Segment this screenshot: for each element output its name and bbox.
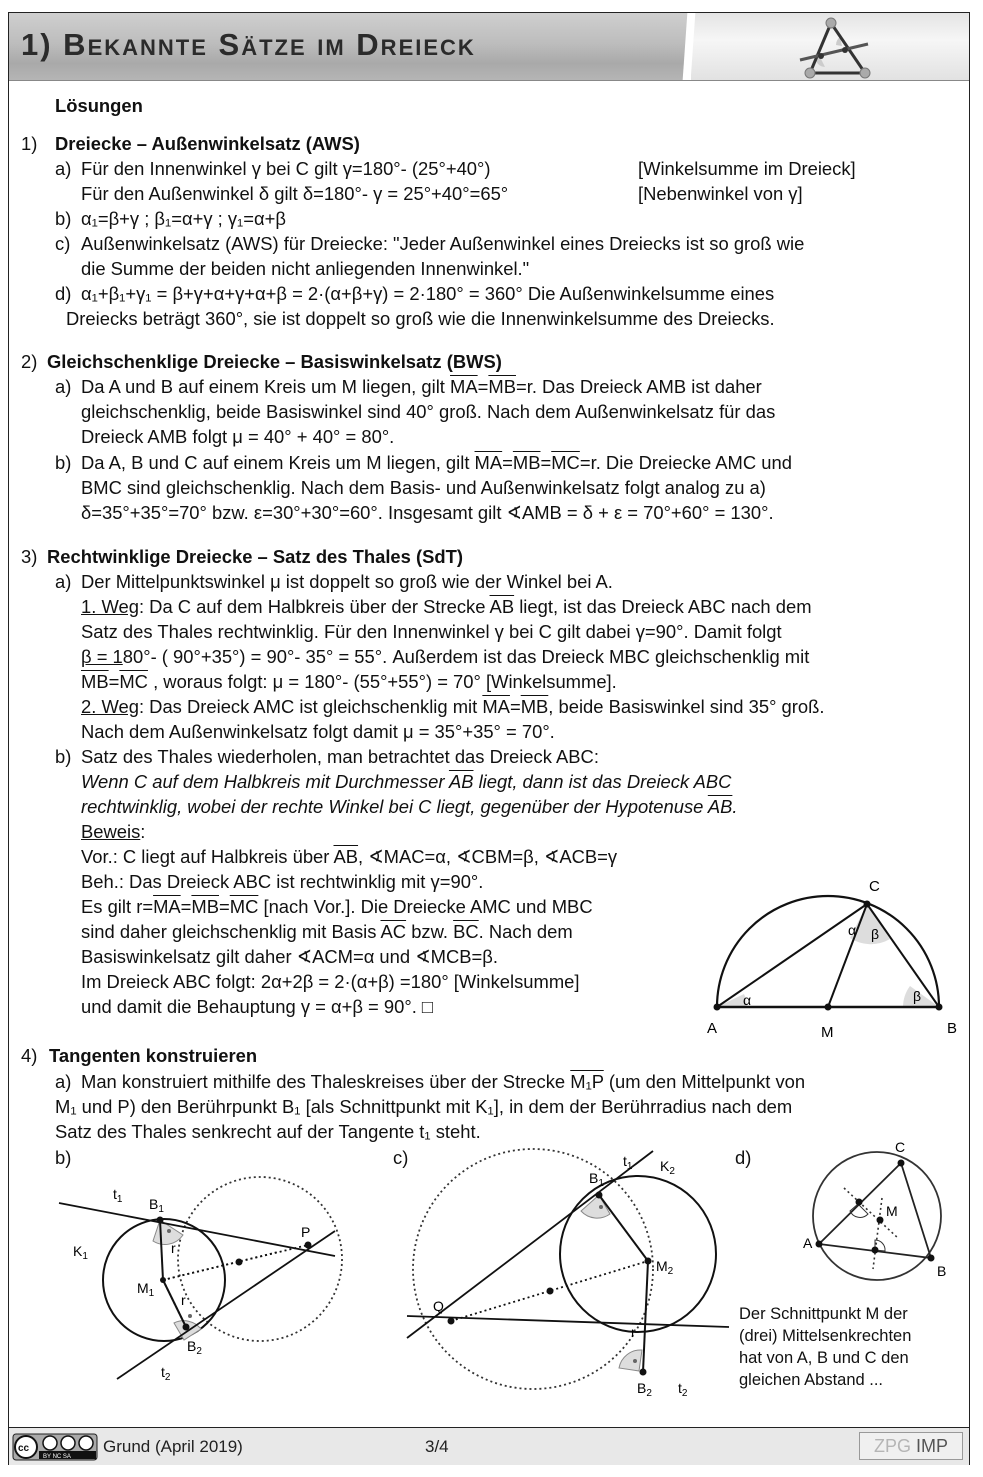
svg-text:α: α	[848, 922, 857, 938]
svg-text:M: M	[886, 1203, 898, 1219]
item-label: a)	[55, 158, 72, 179]
solutions-heading: Lösungen	[55, 95, 143, 116]
text-line: Satz des Thales rechtwinklig. Für den Innenwinkel γ bei C gilt dabei γ=90°. Damit folgt	[81, 621, 782, 642]
tangent-figure-b	[53, 1181, 353, 1391]
text-line: sind daher gleichschenklig mit Basis $\overline{AC}$ bzw. $\overline{BC}$. Nach dem	[81, 921, 573, 942]
caption-line: (drei) Mittelsenkrechten	[739, 1327, 912, 1345]
page-footer	[9, 1427, 969, 1465]
svg-text:A: A	[803, 1235, 813, 1251]
segment: $\overline{MA}$	[450, 376, 478, 397]
theorem-line: rechtwinklig, wobei der rechte Winkel bei C liegt, gegenüber der Hypotenuse $\overline{AB}$.	[81, 796, 738, 817]
item-label: b)	[55, 746, 72, 767]
item-label: c)	[55, 233, 71, 254]
page-title: 1) Bekannte Sätze im Dreieck	[21, 27, 476, 62]
svg-text:C: C	[869, 878, 880, 895]
svg-text:K2: $K_2$	[660, 1158, 675, 1177]
worksheet-page	[8, 12, 970, 1465]
svg-text:C: C	[895, 1139, 906, 1155]
proof-heading: Beweis:	[81, 821, 146, 842]
text-line: Vor.: C liegt auf Halbkreis über $\overline{AB}$, ∢MAC=α, ∢CBM=β, ∢ACB=γ	[81, 846, 618, 867]
item-label: a)	[55, 571, 72, 592]
caption-line: hat von A, B und C den	[739, 1349, 909, 1367]
svg-text:M2: $M_2$	[656, 1258, 674, 1277]
circumcircle-figure-d	[789, 1136, 959, 1296]
text-line: α₁=β+γ ; β₁=α+γ ; γ₁=α+β	[81, 208, 286, 229]
caption-line: Der Schnittpunkt M der	[739, 1305, 908, 1323]
svg-text:M: M	[821, 1024, 834, 1041]
svg-text:β: β	[871, 926, 880, 942]
text-line: 1. Weg: Da C auf dem Halbkreis über der Strecke $\overline{AB}$ liegt, ist das Dreieck ABC nach dem	[81, 596, 812, 617]
annotation: [Winkelsumme im Dreieck]	[638, 158, 856, 179]
text-line: Für den Außenwinkel δ gilt δ=180°- γ = 25°+40°=65°	[81, 183, 509, 204]
cc-by-nc-sa-icon[interactable]	[13, 1434, 97, 1460]
svg-text:t2: $t_2$	[161, 1364, 171, 1383]
text-line: Da A, B und C auf einem Kreis um M liegen, gilt $\overline{MA}=\overline{MB}=\overline{MC}=r$. Die Dreiecke AMC und	[81, 452, 792, 473]
item-label: d)	[55, 283, 72, 304]
svg-text:Q: Q	[433, 1298, 444, 1314]
section-number: 1)	[21, 133, 38, 154]
svg-text:B2: $B_2$	[187, 1338, 202, 1357]
page-number: 3/4	[425, 1437, 449, 1456]
svg-text:t1: $t_1$	[623, 1153, 633, 1172]
svg-text:B: B	[947, 1020, 958, 1037]
svg-text:α: α	[743, 992, 752, 1008]
text-line: Da A und B auf einem Kreis um M liegen, gilt $\overline{MA}=\overline{MB}=r$. Das Dreieck AMB ist daher	[81, 376, 762, 397]
text-line: β = 180°- ( 90°+35°) = 90°- 35° = 55°. Außerdem ist das Dreieck MBC gleichschenklig mit	[81, 646, 810, 667]
text-line: Außenwinkelsatz (AWS) für Dreiecke: "Jeder Außenwinkel eines Dreiecks ist so groß wie	[81, 233, 805, 254]
text-line: und damit die Behauptung γ = α+β = 90°. □	[81, 996, 434, 1017]
caption-line: gleichen Abstand ...	[739, 1371, 884, 1389]
thales-semicircle-figure	[703, 861, 963, 1041]
svg-text:r: r	[171, 1240, 176, 1256]
text-line: M₁ und P) den Berührpunkt B₁ [als Schnittpunkt mit K₁], in dem der Berührradius nach dem	[55, 1096, 793, 1117]
svg-text:r: r	[631, 1324, 636, 1340]
theorem-line: Wenn C auf dem Halbkreis mit Durchmesser $\overline{AB}$ liegt, dann ist das Dreieck ABC	[81, 771, 732, 792]
item-label: c)	[393, 1147, 409, 1168]
section-title: Dreiecke – Außenwinkelsatz (AWS)	[55, 133, 360, 154]
section-number: 2)	[21, 351, 38, 372]
svg-text:r: r	[181, 1292, 186, 1308]
svg-text:B1: $B_1$	[589, 1170, 604, 1189]
tangent-figure-c	[393, 1131, 733, 1399]
text-line: α₁+β₁+γ₁ = β+γ+α+γ+α+β = 2·(α+β+γ) = 2·180° = 360° Die Außenwinkelsumme eines	[81, 283, 775, 304]
section-title: Gleichschenklige Dreiecke – Basiswinkelsatz (BWS)	[47, 351, 502, 372]
item-label: b)	[55, 1147, 72, 1168]
text-line: 2. Weg: Das Dreieck AMC ist gleichschenklig mit $\overline{MA}=\overline{MB}$, beide Basiswinkel sind 35° groß.	[81, 696, 825, 717]
svg-text:t2: $t_2$	[678, 1380, 688, 1399]
svg-text:A: A	[707, 1020, 718, 1037]
svg-text:K1: $K_1$	[73, 1243, 88, 1262]
svg-text:B: B	[937, 1263, 947, 1279]
text-line: Dreiecks beträgt 360°, sie ist doppelt so groß wie die Innenwinkelsumme des Dreiecks.	[66, 308, 775, 329]
text-line: $\overline{MB}=\overline{MC}$ , woraus folgt: μ = 180°- (55°+55°) = 70° [Winkelsumme].	[81, 671, 617, 692]
segment: $\overline{MB}$	[488, 376, 516, 397]
section-title: Rechtwinklige Dreiecke – Satz des Thales (SdT)	[47, 546, 463, 567]
section-title: Tangenten konstruieren	[49, 1045, 258, 1066]
svg-text:B1: $B_1$	[149, 1196, 164, 1215]
text-line: δ=35°+35°=70° bzw. ε=30°+30°=60°. Insgesamt gilt ∢AMB = δ + ε = 70°+60° = 130°.	[81, 502, 774, 523]
text-line: Satz des Thales senkrecht auf der Tangente t₁ steht.	[55, 1121, 481, 1142]
svg-text:P: P	[301, 1224, 311, 1240]
item-label: d)	[735, 1147, 752, 1168]
item-label: b)	[55, 452, 72, 473]
text-line: BMC sind gleichschenklig. Nach dem Basis- und Außenwinkelsatz folgt analog zu a)	[81, 477, 766, 498]
text-line: gleichschenklig, beide Basiswinkel sind 40° groß. Nach dem Außenwinkelsatz für das	[81, 401, 776, 422]
triangle-with-transversal-icon	[789, 15, 879, 79]
text-line: Im Dreieck ABC folgt: 2α+2β = 2·(α+β) =180° [Winkelsumme]	[81, 971, 580, 992]
text-line: Basiswinkelsatz gilt daher ∢ACM=α und ∢MCB=β.	[81, 946, 498, 967]
text-line: die Summe der beiden nicht anliegenden Innenwinkel."	[81, 258, 530, 279]
text-line: Der Mittelpunktswinkel μ ist doppelt so groß wie der Winkel bei A.	[81, 571, 613, 592]
section-number: 4)	[21, 1045, 38, 1066]
svg-text:t1: $t_1$	[113, 1186, 123, 1205]
text-line: Nach dem Außenwinkelsatz folgt damit μ = 35°+35° = 70°.	[81, 721, 555, 742]
page-header	[9, 13, 969, 81]
text-line: Es gilt $r=\overline{MA}=\overline{MB}=\overline{MC}$ [nach Vor.]. Die Dreiecke AMC und MBC	[81, 896, 593, 917]
annotation: [Nebenwinkel von γ]	[638, 183, 803, 204]
svg-text:β: β	[913, 988, 922, 1004]
svg-text:M1: $M_1$	[137, 1280, 155, 1299]
text-line: Satz des Thales wiederholen, man betrachtet das Dreieck ABC:	[81, 746, 599, 767]
svg-text:B2: $B_2$	[637, 1380, 652, 1399]
section-number: 3)	[21, 546, 38, 567]
text-line: Beh.: Das Dreieck ABC ist rechtwinklig mit γ=90°.	[81, 871, 484, 892]
item-label: a)	[55, 376, 72, 397]
zpg-imp-badge: ZPG IMP	[859, 1432, 963, 1460]
svg-text:BY NC SA: BY NC SA	[43, 1454, 71, 1460]
author-date: Grund (April 2019)	[103, 1437, 243, 1456]
svg-text:cc: cc	[18, 1443, 30, 1454]
text-line: Man konstruiert mithilfe des Thaleskreises über der Strecke M₁P (um den Mittelpunkt von	[81, 1071, 806, 1092]
text-line: Dreieck AMB folgt μ = 40° + 40° = 80°.	[81, 426, 395, 447]
text-line: Für den Innenwinkel γ bei C gilt γ=180°- (25°+40°)	[81, 158, 491, 179]
item-label: b)	[55, 208, 72, 229]
item-label: a)	[55, 1071, 72, 1092]
